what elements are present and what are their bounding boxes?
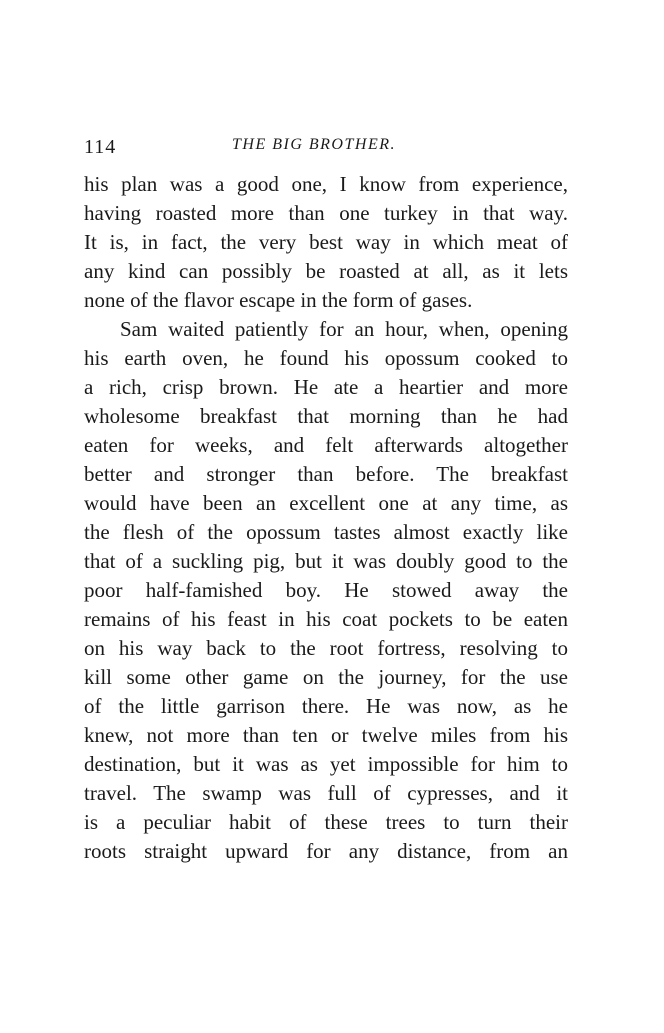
text-line: a rich, crisp brown. He ate a heartier and more xyxy=(84,375,568,399)
text-line: is a peculiar habit of these trees to turn their xyxy=(84,810,568,834)
text-line: any kind can possibly be roasted at all, as it lets xyxy=(84,259,568,283)
text-line: would have been an excellent one at any time, as xyxy=(84,491,568,515)
text-line: eaten for weeks, and felt afterwards altogether xyxy=(84,433,568,457)
text-line: wholesome breakfast that morning than he had xyxy=(84,404,568,428)
text-line: on his way back to the root fortress, resolving to xyxy=(84,636,568,660)
running-head xyxy=(84,136,584,160)
text-line: better and stronger than before. The breakfast xyxy=(84,462,568,486)
body-text xyxy=(84,170,568,866)
text-line: roots straight upward for any distance, from an xyxy=(84,839,568,863)
text-line: It is, in fact, the very best way in which meat of xyxy=(84,230,568,254)
text-line: travel. The swamp was full of cypresses, and it xyxy=(84,781,568,805)
text-line: remains of his feast in his coat pockets to be eaten xyxy=(84,607,568,631)
text-line: poor half-famished boy. He stowed away the xyxy=(84,578,568,602)
running-title: THE BIG BROTHER. xyxy=(232,136,396,153)
text-line: having roasted more than one turkey in that way. xyxy=(84,201,568,225)
text-line: knew, not more than ten or twelve miles from his xyxy=(84,723,568,747)
text-line: that of a suckling pig, but it was doubly good to the xyxy=(84,549,568,573)
paragraph-first-line: Sam waited patiently for an hour, when, opening xyxy=(120,317,568,341)
text-line: of the little garrison there. He was now, as he xyxy=(84,694,568,718)
text-line: his earth oven, he found his opossum cooked to xyxy=(84,346,568,370)
text-line: kill some other game on the journey, for the use xyxy=(84,665,568,689)
page-number: 114 xyxy=(84,136,117,158)
text-line: the flesh of the opossum tastes almost exactly like xyxy=(84,520,568,544)
text-line: his plan was a good one, I know from experience, xyxy=(84,172,568,196)
text-line: destination, but it was as yet impossible for him to xyxy=(84,752,568,776)
text-line: none of the flavor escape in the form of gases. xyxy=(84,288,473,312)
